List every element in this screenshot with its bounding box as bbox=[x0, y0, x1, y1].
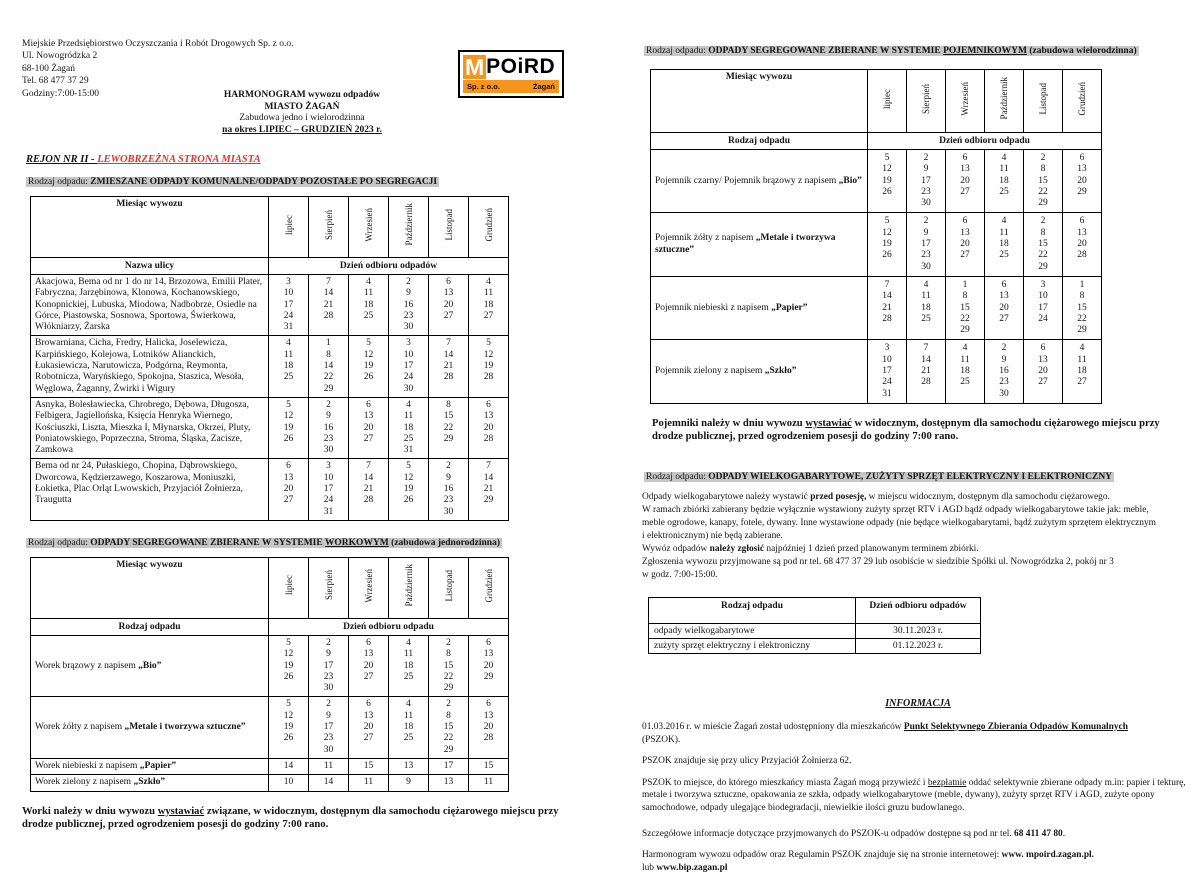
row-type-header: Nazwa ulicy bbox=[31, 258, 269, 275]
text-segment: PSZOK znajduje się przy ulicy Przyjaciół Żołnierza 62. bbox=[642, 756, 852, 767]
pickup-dates-cell: 3 10 17 24 30 bbox=[389, 336, 429, 397]
text-segment: (PSZOK). bbox=[642, 734, 681, 745]
title-line-4: na okres LIPIEC – GRUDZIEŃ 2023 r. bbox=[222, 124, 382, 135]
row-label-bold: „Metale i tworzywa sztuczne” bbox=[655, 233, 836, 255]
bulky-col-waste-type: Rodzaj odpadu bbox=[649, 597, 856, 623]
text-segment: Rodzaj odpadu: bbox=[28, 177, 91, 187]
schedule-header bbox=[31, 197, 509, 275]
bags-putout-note bbox=[22, 805, 570, 832]
month-label: Wrzesień bbox=[363, 568, 374, 603]
pickup-dates-cell: 4 11 18 25 bbox=[985, 150, 1024, 213]
text-segment: ZMIESZANE ODPADY KOMUNALNE/ODPADY POZOSTAŁE PO SEGREGACJI bbox=[90, 177, 438, 187]
pickup-dates-cell: 7 14 21 28 bbox=[309, 275, 349, 336]
month-label: lipiec bbox=[882, 88, 892, 109]
pickup-dates-cell: 5 12 19 26 bbox=[269, 697, 309, 758]
pickup-dates-cell: 6 13 20 28 bbox=[1063, 213, 1102, 276]
pickup-days-header: Dzień odbioru odpadów bbox=[269, 258, 509, 275]
row-label: Browarniana, Cicha, Fredry, Halicka, Joselewicza, Karpińskiego, Kolejowa, Lotników Alianckich, Łukasiewicza, Narutowicza, Podgórna, Reymonta, Robotnicza, Waryńskiego, Spokojna, Staszica, Wesoła, Węglowa, Żaganny, Żwirki i Wigury bbox=[31, 336, 269, 397]
row-label-bold: „Szkło” bbox=[764, 366, 797, 377]
highlighted-label bbox=[26, 177, 439, 187]
month-header bbox=[469, 197, 509, 258]
pickup-dates-cell: 6 13 20 27 bbox=[985, 276, 1024, 339]
pickup-dates-cell: 6 13 20 29 bbox=[1063, 150, 1102, 213]
pickup-dates-cell: 6 13 20 27 bbox=[349, 397, 389, 458]
informacja-heading: INFORMACJA bbox=[885, 697, 951, 709]
page-header bbox=[22, 38, 582, 150]
pickup-dates-cell: 6 13 20 27 bbox=[269, 459, 309, 520]
schedule-header bbox=[651, 70, 1102, 150]
schedule-body bbox=[31, 275, 509, 521]
schedule-row bbox=[31, 336, 509, 397]
row-label: Pojemnik żółty z napisem „Metale i tworzywa sztuczne” bbox=[651, 213, 868, 276]
text-segment: wystawiać bbox=[805, 417, 852, 429]
company-hours: Godziny:7:00-15:00 bbox=[22, 88, 100, 99]
mixed-waste-schedule-table bbox=[30, 196, 509, 521]
pickup-dates-cell: 2 9 17 23 30 bbox=[309, 697, 349, 758]
bulky-table-body bbox=[649, 623, 981, 653]
month-label: Październik bbox=[403, 564, 414, 607]
pickup-dates-cell: 15 bbox=[349, 758, 389, 774]
row-label: Pojemnik zielony z napisem „Szkło” bbox=[651, 340, 868, 403]
bulky-header-row bbox=[649, 597, 981, 623]
schedule-row bbox=[31, 459, 509, 520]
pickup-dates-cell: 5 12 19 26 bbox=[269, 397, 309, 458]
text-segment: POJEMNIKOWYM bbox=[943, 46, 1028, 56]
pickup-dates-cell: 4 11 18 27 bbox=[1063, 340, 1102, 403]
pickup-dates-cell: 10 bbox=[269, 775, 309, 791]
text-segment: Zgłoszenia wywozu przyjmowane są pod nr tel. 68 477 37 29 lub osobiście w siedzibie Spółki ul. Nowogródzka 2, pokój nr 3 bbox=[642, 556, 1114, 567]
text-segment: Odpady wielkogabarytowe należy wystawić bbox=[642, 491, 811, 502]
pickup-dates-cell: 3 10 17 24 31 bbox=[269, 275, 309, 336]
month-label: Październik bbox=[999, 77, 1009, 120]
pickup-dates-cell: 13 bbox=[389, 758, 429, 774]
text-segment: w godz. 7:00-15:00. bbox=[642, 569, 718, 580]
company-phone: Tel. 68 477 37 29 bbox=[22, 76, 89, 87]
text-segment: i elektronicznym) nie będą zabierane. bbox=[642, 530, 783, 541]
month-header bbox=[946, 70, 985, 133]
pickup-dates-cell: 4 11 18 25 bbox=[349, 275, 389, 336]
text-segment: W ramach zbiórki zabierany będzie wyłącznie wystawiony zużyty sprzęt RTV i AGD bądź odpady wielkogabarytowe takie jak: meble, bbox=[642, 504, 1149, 515]
text-segment: WORKOWYM bbox=[324, 537, 389, 548]
schedule-row bbox=[31, 697, 509, 758]
month-label: Grudzień bbox=[483, 568, 494, 603]
pickup-days-header: Dzień odbioru odpadu bbox=[868, 133, 1102, 150]
pickup-dates-cell: 7 14 21 29 bbox=[469, 459, 509, 520]
text-segment: www.bip.zagan.pl bbox=[656, 862, 728, 873]
highlighted-label bbox=[644, 46, 1139, 56]
company-name: Miejskie Przedsiębiorstwo Oczyszczania i Robót Drogowych Sp. z o.o. bbox=[22, 39, 294, 49]
row-label: Worek brązowy z napisem „Bio” bbox=[31, 635, 269, 696]
pickup-dates-cell: 4 11 18 25 bbox=[985, 213, 1024, 276]
pickup-dates-cell: 4 11 18 25 31 bbox=[389, 397, 429, 458]
row-label: Asnyka, Bolesławiecka, Chrobrego, Dębowa, Długosza, Felbigera, Jagiellońska, Księcia Henryka Wiernego, Kościuszki, Liszta, Mieszka I, Młynarska, Okrzei, Pluty, Poniatowskiego, Poprzeczna, Stroma, Śląska, Zacisze, Zamkowa bbox=[31, 397, 269, 458]
container-system-schedule-table bbox=[650, 69, 1102, 404]
pickup-dates-cell: 1 8 15 22 29 bbox=[1063, 276, 1102, 339]
subheader-row bbox=[651, 133, 1102, 150]
section-label-container-system bbox=[644, 45, 1196, 57]
bulky-row bbox=[649, 638, 981, 653]
schedule-row bbox=[31, 775, 509, 791]
row-label-bold: „Szkło” bbox=[133, 777, 166, 788]
pickup-dates-cell: 11 bbox=[469, 775, 509, 791]
month-header bbox=[429, 557, 469, 618]
row-label: Bema od nr 24, Pułaskiego, Chopina, Dąbrowskiego, Dworcowa, Kędzierzawego, Koszarowa, Moniuszki, Łokietka, Plac Orląt Lwowskich, Przyjaciół Żołnierza, Traugutta bbox=[31, 459, 269, 520]
months-header-label: Miesiąc wywozu bbox=[31, 557, 269, 618]
pickup-dates-cell: 6 13 20 27 bbox=[349, 697, 389, 758]
pickup-dates-cell: 7 14 21 28 bbox=[429, 336, 469, 397]
month-header bbox=[349, 197, 389, 258]
month-header bbox=[429, 197, 469, 258]
schedule-row bbox=[31, 635, 509, 696]
row-label-bold: „Metale i tworzywa sztuczne” bbox=[124, 722, 246, 733]
row-label-bold: „Bio” bbox=[138, 660, 162, 671]
pickup-dates-cell: 4 11 18 27 bbox=[469, 275, 509, 336]
text-segment: REJON NR II - bbox=[26, 154, 98, 165]
month-header bbox=[1063, 70, 1102, 133]
pickup-dates-cell: 5 12 19 26 bbox=[349, 336, 389, 397]
highlighted-label bbox=[644, 472, 1114, 482]
title-line-3: Zabudowa jedno i wielorodzinna bbox=[239, 113, 365, 123]
logo-company-type: Sp. z o.o. bbox=[467, 82, 500, 91]
pickup-dates-cell: 4 11 18 25 bbox=[389, 635, 429, 696]
text-segment: www. mpoird.zagan.pl. bbox=[1001, 850, 1095, 861]
month-label: Listopad bbox=[443, 569, 454, 602]
text-segment: ODPADY SEGREGOWANE ZBIERANE W SYSTEMIE bbox=[90, 537, 325, 548]
pickup-dates-cell: 6 13 20 27 bbox=[946, 150, 985, 213]
schedule-row bbox=[651, 150, 1102, 213]
month-header bbox=[985, 70, 1024, 133]
schedule-row bbox=[31, 758, 509, 774]
bulky-col-pickup-day: Dzień odbioru odpadów bbox=[856, 597, 981, 623]
pickup-dates-cell: 4 11 18 25 bbox=[907, 276, 946, 339]
text-segment: Szczegółowe informacje dotyczące przyjmowanych do PSZOK-u odpadów dostępne są pod nr tel. bbox=[642, 828, 1015, 839]
pickup-dates-cell: 11 bbox=[349, 775, 389, 791]
row-label: Worek żółty z napisem „Metale i tworzywa sztuczne” bbox=[31, 697, 269, 758]
text-segment: najpóźniej 1 dzień przed planowanym terminem zbiórki. bbox=[764, 543, 979, 554]
months-header-label: Miesiąc wywozu bbox=[651, 70, 868, 133]
text-segment: Worki należy w dniu wywozu bbox=[22, 805, 158, 817]
bulky-pickup-date: 30.11.2023 r. bbox=[856, 623, 981, 638]
pickup-dates-cell: 8 15 22 29 bbox=[429, 397, 469, 458]
month-label: Październik bbox=[403, 203, 414, 246]
pickup-dates-cell: 4 11 18 25 bbox=[269, 336, 309, 397]
schedule-body bbox=[31, 635, 509, 791]
month-label: Grudzień bbox=[483, 207, 494, 242]
row-label: Akacjowa, Bema od nr 1 do nr 14, Brzozowa, Emilii Plater, Fabryczna, Jarzębinowa, Klonowa, Kochanowskiego, Konopnickiej, Lubuska, Miodowa, Nadbobrze, Osiedle na Górce, Piastowska, Sosnowa, Sportowa, Świerkowa, Włókniarzy, Żarska bbox=[31, 275, 269, 336]
pickup-dates-cell: 4 11 18 25 bbox=[389, 697, 429, 758]
row-label: Pojemnik niebieski z napisem „Papier” bbox=[651, 276, 868, 339]
section-label-mixed-waste bbox=[26, 176, 582, 188]
months-header-label: Miesiąc wywozu bbox=[31, 197, 269, 258]
text-segment: związane, w widocznym, dostępnym dla samochodu ciężarowego miejscu przy drodze publicznej, przed ogrodzeniem posesji do godziny 7:00 rano. bbox=[22, 805, 559, 830]
pickup-dates-cell: 3 10 17 24 31 bbox=[309, 459, 349, 520]
text-segment: ODPADY SEGREGOWANE ZBIERANE W SYSTEMIE bbox=[708, 46, 944, 56]
region-heading bbox=[26, 154, 582, 165]
month-label: Sierpień bbox=[323, 209, 334, 240]
pickup-days-header: Dzień odbioru odpadu bbox=[269, 618, 509, 635]
text-segment: 01.03.2016 r. w mieście Żagań został udostępniony dla mieszkańców bbox=[642, 721, 904, 732]
pickup-dates-cell: 11 bbox=[309, 758, 349, 774]
text-segment: należy zgłosić bbox=[709, 543, 765, 554]
month-label: Wrzesień bbox=[363, 207, 374, 242]
row-label-bold: „Papier” bbox=[139, 760, 177, 771]
month-label: Grudzień bbox=[1077, 81, 1087, 116]
schedule-row bbox=[651, 340, 1102, 403]
schedule-body bbox=[651, 150, 1102, 404]
pickup-dates-cell: 2 9 16 23 30 bbox=[309, 397, 349, 458]
text-segment: oddać selektywnie zbierane odpady m.in: papier i tekturę, metale i tworzywa sztuczne, opakowania ze szkła, odpady wielkogabarytowe (meble, dywany), zużyty sprzęt RTV i AGD, zużyte opony samochodowe, odpady ulegające biodegradacji, niewielkie ilości gruzu budowlanego. bbox=[642, 777, 1186, 813]
text-segment: LEWOBRZEŻNA STRONA MIASTA bbox=[97, 154, 261, 165]
text-segment: PSZOK to miejsce, do którego mieszkańcy miasta Żagań mogą przywieźć i bbox=[642, 777, 928, 788]
months-row bbox=[31, 197, 509, 258]
pickup-dates-cell: 6 13 20 28 bbox=[469, 397, 509, 458]
text-segment: Wywóz odpadów bbox=[642, 543, 710, 554]
row-label: Worek zielony z napisem „Szkło” bbox=[31, 775, 269, 791]
months-row bbox=[651, 70, 1102, 133]
month-header bbox=[269, 557, 309, 618]
month-header bbox=[269, 197, 309, 258]
company-city: 68-100 Żagań bbox=[22, 63, 76, 74]
text-segment: lub bbox=[642, 862, 657, 873]
row-label-bold: „Papier” bbox=[771, 302, 808, 313]
text-segment: . bbox=[1062, 828, 1066, 839]
informacja-paragraph-website bbox=[642, 849, 1194, 874]
pickup-dates-cell: 2 9 16 23 30 bbox=[429, 459, 469, 520]
text-segment: Rodzaj odpadu: bbox=[646, 471, 709, 482]
logo-wordmark bbox=[463, 55, 559, 79]
pickup-dates-cell: 5 12 19 26 bbox=[868, 213, 907, 276]
row-type-header: Rodzaj odpadu bbox=[31, 618, 269, 635]
month-label: Listopad bbox=[443, 208, 454, 241]
pickup-dates-cell: 6 13 20 27 bbox=[946, 213, 985, 276]
text-segment: bezpłatnie bbox=[927, 777, 967, 788]
text-segment: ODPADY WIELKOGABARYTOWE, ZUŻYTY SPRZĘT ELEKTRYCZNY I ELEKTRONICZNY bbox=[708, 471, 1113, 482]
title-line-1: HARMONOGRAM wywozu odpadów bbox=[223, 90, 381, 100]
text-segment: 68 411 47 80 bbox=[1014, 828, 1063, 839]
row-label: Pojemnik czarny/ Pojemnik brązowy z napisem „Bio” bbox=[651, 150, 868, 213]
text-segment: Rodzaj odpadu: bbox=[28, 537, 91, 548]
informacja-paragraph-pszok-opened bbox=[642, 721, 1194, 746]
month-label: Listopad bbox=[1038, 82, 1048, 115]
pickup-dates-cell: 2 8 15 22 29 bbox=[429, 697, 469, 758]
text-segment: meble ogrodowe, kanapy, fotele, dywany. Inne wystawione odpady (nie będące wielkogabarytami, bądź zużytym sprzętem elektrycznym bbox=[642, 517, 1156, 528]
text-segment: (zabudowa jednorodzinna) bbox=[388, 537, 500, 548]
pickup-dates-cell: 14 bbox=[269, 758, 309, 774]
pickup-dates-cell: 4 11 18 25 bbox=[946, 340, 985, 403]
highlighted-label bbox=[26, 538, 502, 548]
pickup-dates-cell: 6 13 20 27 bbox=[1024, 340, 1063, 403]
text-segment: (zabudowa wielorodzinna) bbox=[1027, 46, 1137, 56]
pickup-dates-cell: 17 bbox=[429, 758, 469, 774]
pickup-dates-cell: 6 13 20 27 bbox=[429, 275, 469, 336]
pickup-dates-cell: 2 8 15 22 29 bbox=[1024, 150, 1063, 213]
title-line-2: MIASTO ŻAGAŃ bbox=[264, 101, 340, 112]
pickup-dates-cell: 6 13 20 27 bbox=[349, 635, 389, 696]
schedule-row bbox=[31, 275, 509, 336]
bulky-table-header bbox=[649, 597, 981, 623]
text-segment: wystawiać bbox=[157, 805, 205, 817]
informacja-paragraph-pszok-address bbox=[642, 755, 1194, 768]
pickup-dates-cell: 15 bbox=[469, 758, 509, 774]
month-header bbox=[309, 197, 349, 258]
logo-name-text: POiRD bbox=[486, 55, 556, 78]
month-header bbox=[868, 70, 907, 133]
text-segment: Harmonogram wywozu odpadów oraz Regulamin PSZOK znajduje się na stronie internetowej: bbox=[642, 850, 1002, 861]
pickup-dates-cell: 7 14 21 28 bbox=[868, 276, 907, 339]
bag-system-schedule-table bbox=[30, 557, 509, 792]
pickup-dates-cell: 2 9 17 23 30 bbox=[309, 635, 349, 696]
pickup-dates-cell: 3 10 17 24 bbox=[1024, 276, 1063, 339]
schedule-row bbox=[31, 397, 509, 458]
subheader-row bbox=[31, 618, 509, 635]
month-label: Wrzesień bbox=[960, 81, 970, 116]
page-right bbox=[640, 45, 1196, 874]
pickup-dates-cell: 2 9 16 23 30 bbox=[985, 340, 1024, 403]
pickup-dates-cell: 3 10 17 24 31 bbox=[868, 340, 907, 403]
pickup-dates-cell: 5 12 19 26 bbox=[269, 635, 309, 696]
section-label-bag-system bbox=[26, 537, 582, 549]
pickup-dates-cell: 14 bbox=[309, 775, 349, 791]
text-segment: Punkt Selektywnego Zbierania Odpadów Komunalnych bbox=[903, 721, 1128, 732]
pickup-dates-cell: 13 bbox=[429, 775, 469, 791]
informacja-paragraph-phone bbox=[642, 828, 1194, 841]
company-street: Ul. Nowogródzka 2 bbox=[22, 51, 98, 62]
month-header bbox=[349, 557, 389, 618]
row-label-bold: „Bio” bbox=[838, 175, 862, 186]
bulky-row bbox=[649, 623, 981, 638]
pickup-dates-cell: 7 14 21 28 bbox=[349, 459, 389, 520]
month-header bbox=[469, 557, 509, 618]
section-label-bulky-waste bbox=[644, 471, 1196, 483]
pickup-dates-cell: 2 8 15 22 29 bbox=[1024, 213, 1063, 276]
schedule-row bbox=[651, 276, 1102, 339]
pickup-dates-cell: 5 12 19 26 bbox=[389, 459, 429, 520]
pickup-dates-cell: 7 14 21 28 bbox=[907, 340, 946, 403]
month-header bbox=[907, 70, 946, 133]
bulky-waste-type: zużyty sprzęt elektryczny i elektroniczny bbox=[649, 638, 856, 653]
month-header bbox=[1024, 70, 1063, 133]
month-header bbox=[389, 557, 429, 618]
pickup-dates-cell: 6 13 20 29 bbox=[469, 635, 509, 696]
informacja-paragraph-pszok-description bbox=[642, 777, 1194, 815]
month-label: Sierpień bbox=[323, 570, 334, 601]
pickup-dates-cell: 2 9 16 23 30 bbox=[389, 275, 429, 336]
month-header bbox=[389, 197, 429, 258]
row-type-header: Rodzaj odpadu bbox=[651, 133, 868, 150]
pickup-dates-cell: 5 12 19 26 bbox=[868, 150, 907, 213]
text-segment: przed posesję, bbox=[810, 491, 867, 502]
pickup-dates-cell: 1 8 14 22 29 bbox=[309, 336, 349, 397]
subheader-row bbox=[31, 258, 509, 275]
text-segment: Rodzaj odpadu: bbox=[646, 46, 709, 56]
month-label: Sierpień bbox=[921, 83, 931, 114]
containers-putout-note bbox=[652, 417, 1184, 444]
page-left bbox=[22, 38, 582, 832]
pickup-dates-cell: 6 13 20 28 bbox=[469, 697, 509, 758]
row-label: Worek niebieski z napisem „Papier” bbox=[31, 758, 269, 774]
pickup-dates-cell: 1 8 15 22 29 bbox=[946, 276, 985, 339]
schedule-row bbox=[651, 213, 1102, 276]
text-segment: w widocznym, dostępnym dla samochodu ciężarowego miejscu przy drodze publicznej, przed ogrodzeniem posesji do godziny 7:00 rano. bbox=[652, 417, 1160, 443]
month-header bbox=[309, 557, 349, 618]
logo-city: Żagań bbox=[532, 82, 555, 91]
bulky-waste-type: odpady wielkogabarytowe bbox=[649, 623, 856, 638]
pickup-dates-cell: 2 9 17 23 30 bbox=[907, 150, 946, 213]
pickup-dates-cell: 2 9 17 23 30 bbox=[907, 213, 946, 276]
bulky-waste-dates-table bbox=[648, 597, 981, 654]
pickup-dates-cell: 2 8 15 22 29 bbox=[429, 635, 469, 696]
pickup-dates-cell: 5 12 19 28 bbox=[469, 336, 509, 397]
month-label: lipiec bbox=[283, 214, 294, 235]
text-segment: w miejscu widocznym, dostępnym dla samochodu ciężarowego. bbox=[866, 491, 1110, 502]
bulky-pickup-date: 01.12.2023 r. bbox=[856, 638, 981, 653]
logo-m-letter: M bbox=[465, 54, 485, 80]
text-segment: Pojemniki należy w dniu wywozu bbox=[652, 417, 806, 429]
month-label: lipiec bbox=[283, 575, 294, 596]
document-title-block bbox=[82, 90, 522, 136]
months-row bbox=[31, 557, 509, 618]
pickup-dates-cell: 9 bbox=[389, 775, 429, 791]
schedule-header bbox=[31, 557, 509, 635]
bulky-waste-instructions bbox=[642, 491, 1194, 582]
